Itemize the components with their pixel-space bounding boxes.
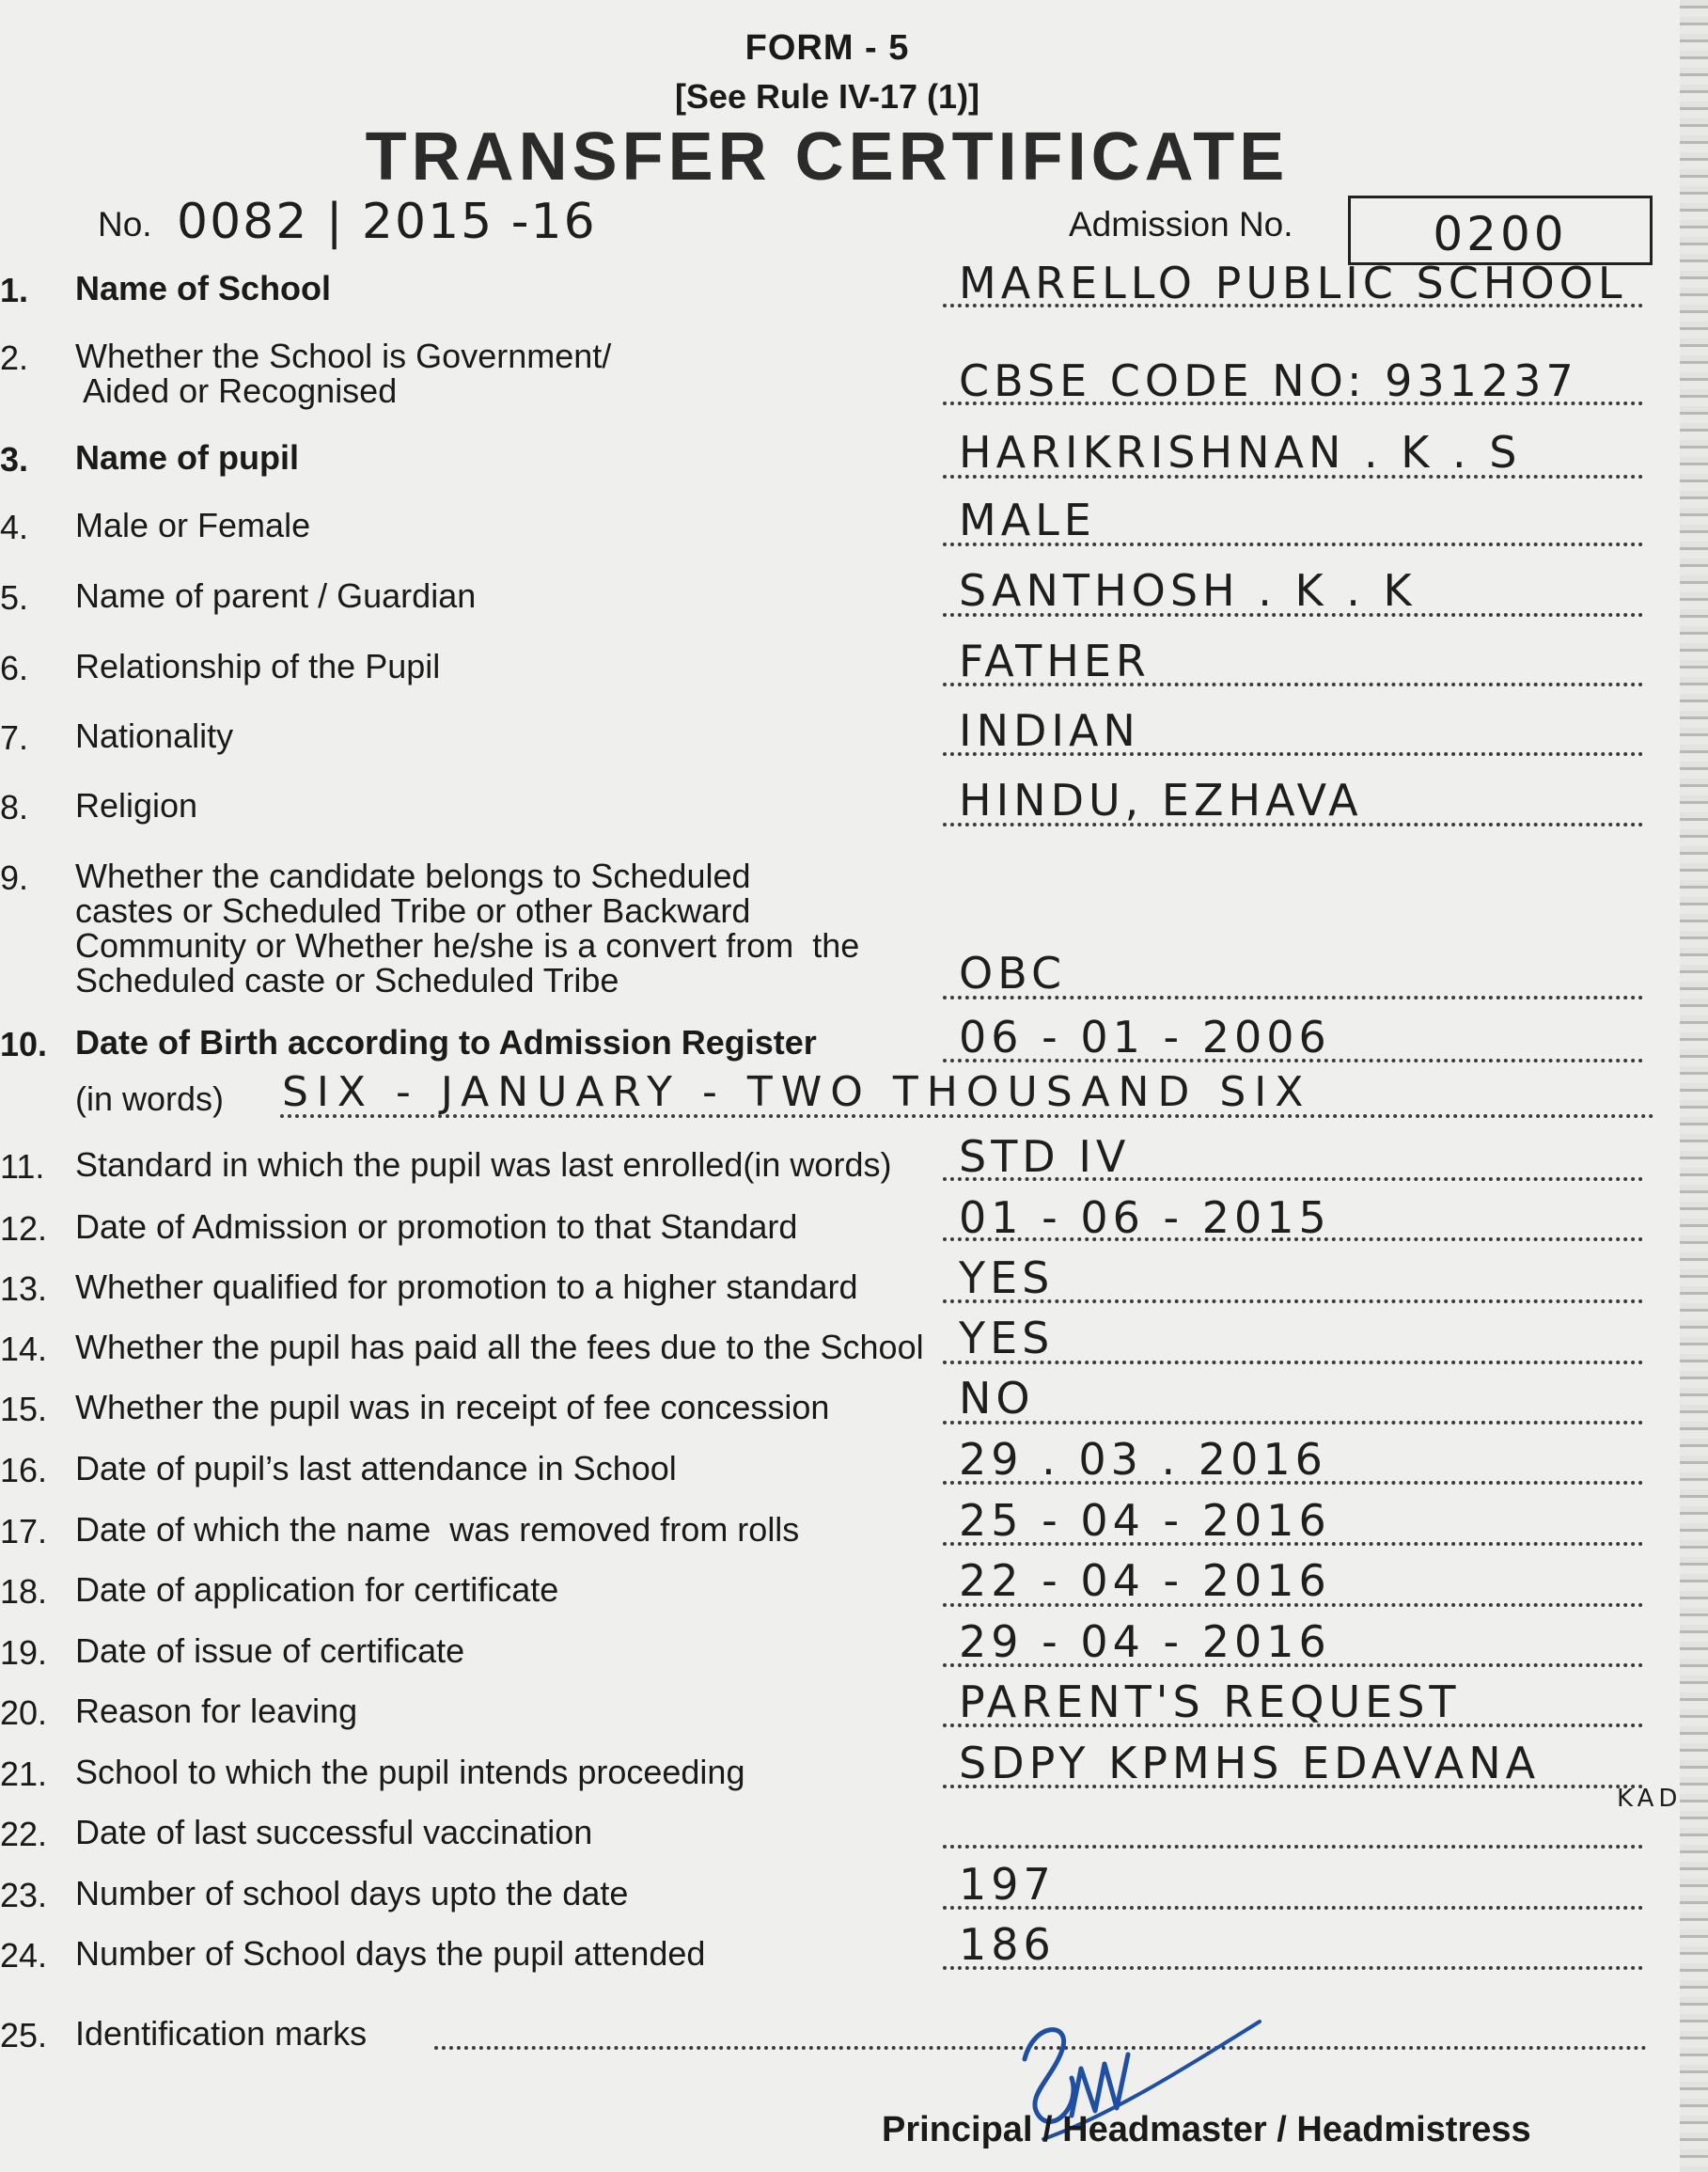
field-number: 4. [0, 508, 29, 546]
field-label: Name of parent / Guardian [75, 576, 477, 615]
field-number: 14. [0, 1330, 48, 1368]
field-value: HINDU, EZHAVA [959, 775, 1363, 826]
field-label: Whether the School is Government/ Aided or Recognised [75, 337, 612, 410]
field-value: FATHER [959, 636, 1151, 686]
field-label: Religion [75, 786, 198, 825]
field-number: 22. [0, 1815, 48, 1853]
field-21-suffix: KAD [1617, 1785, 1683, 1813]
field-label: Date of which the name was removed from rolls [75, 1510, 800, 1549]
certificate-no-label: No. [98, 205, 152, 244]
field-value: 25 - 04 - 2016 [959, 1495, 1331, 1546]
field-value: STD IV [959, 1131, 1131, 1182]
field-number: 13. [0, 1269, 48, 1308]
field-label: Date of pupil’s last attendance in School [75, 1449, 677, 1487]
paper-edge [1680, 0, 1708, 2172]
field-number: 8. [0, 788, 29, 826]
field-number: 9. [0, 858, 29, 897]
field-number: 25. [0, 2016, 48, 2054]
field-number: 11. [0, 1147, 45, 1186]
field-value: 06 - 01 - 2006 [959, 1012, 1331, 1062]
admission-no-box: 0200 [1348, 196, 1653, 265]
form-number: FORM - 5 [744, 28, 910, 68]
field-label: Nationality [75, 716, 234, 755]
signatory-label: Principal / Headmaster / Headmistress [882, 2110, 1531, 2149]
field-value: INDIAN [959, 705, 1140, 756]
field-label: Number of School days the pupil attended [75, 1934, 706, 1973]
field-number: 7. [0, 718, 29, 757]
field-label: Date of last successful vaccination [75, 1813, 593, 1851]
field-value: SDPY KPMHS EDAVANA [959, 1738, 1541, 1788]
field-value: MALE [959, 495, 1096, 545]
page-title: TRANSFER CERTIFICATE [365, 119, 1290, 195]
field-value: 29 - 04 - 2016 [959, 1616, 1331, 1667]
field-number: 17. [0, 1512, 48, 1550]
field-value: 22 - 04 - 2016 [959, 1555, 1331, 1606]
field-label: School to which the pupil intends proceeding [75, 1753, 745, 1791]
certificate-no-value: 0082 | 2015 -16 [177, 194, 597, 250]
field-value: 186 [959, 1919, 1056, 1970]
field-value: HARIKRISHNAN . K . S [959, 427, 1522, 478]
field-number: 24. [0, 1936, 48, 1975]
field-label: Number of school days upto the date [75, 1874, 629, 1912]
field-label: Whether qualified for promotion to a higher standard [75, 1267, 858, 1306]
field-number: 5. [0, 578, 29, 617]
field-label: Date of application for certificate [75, 1570, 559, 1609]
field-label: Reason for leaving [75, 1692, 358, 1730]
field-value: SANTHOSH . K . K [959, 565, 1417, 616]
field-value: YES [959, 1313, 1055, 1363]
field-label: Identification marks [75, 2014, 368, 2053]
field-number: 23. [0, 1876, 48, 1914]
field-label: Male or Female [75, 506, 311, 544]
field-label: Standard in which the pupil was last enrolled(in words) [75, 1145, 892, 1184]
field-value: PARENT'S REQUEST [959, 1676, 1461, 1727]
field-number: 10. [0, 1025, 48, 1063]
field-value: OBC [959, 948, 1067, 999]
field-value: CBSE CODE NO: 931237 [959, 355, 1578, 406]
field-value: 29 . 03 . 2016 [959, 1434, 1327, 1485]
field-label: Date of Birth according to Admission Register [75, 1023, 817, 1062]
field-number: 6. [0, 649, 29, 687]
field-value: MARELLO PUBLIC SCHOOL [959, 258, 1627, 308]
admission-no-label: Admission No. [1069, 205, 1293, 244]
field-number: 3. [0, 440, 29, 479]
field-label: Whether the pupil has paid all the fees due to the School [75, 1328, 924, 1366]
field-value: NO [959, 1373, 1035, 1424]
dob-words-label: (in words) [75, 1079, 225, 1118]
field-value: 197 [959, 1859, 1056, 1910]
field-label: Whether the pupil was in receipt of fee concession [75, 1388, 830, 1426]
dob-words-value: SIX - JANUARY - TWO THOUSAND SIX [282, 1068, 1312, 1116]
field-dotted-line [943, 1845, 1643, 1849]
field-value: 01 - 06 - 2015 [959, 1192, 1331, 1243]
field-label: Date of Admission or promotion to that Standard [75, 1207, 798, 1246]
field-number: 15. [0, 1390, 48, 1428]
field-label: Name of pupil [75, 438, 300, 477]
field-number: 21. [0, 1755, 48, 1793]
rule-reference: [See Rule IV-17 (1)] [674, 77, 980, 116]
field-label: Date of issue of certificate [75, 1631, 465, 1670]
field-number: 12. [0, 1209, 48, 1248]
field-label: Whether the candidate belongs to Scheduled castes or Scheduled Tribe or other Backward Community or Whether he/she is a convert from the Scheduled caste or Scheduled Tribe [75, 857, 860, 999]
field-number: 16. [0, 1451, 48, 1489]
field-number: 1. [0, 271, 29, 309]
field-label: Name of School [75, 269, 332, 307]
field-number: 18. [0, 1572, 48, 1611]
field-value: YES [959, 1252, 1055, 1303]
field-label: Relationship of the Pupil [75, 647, 441, 685]
field-number: 19. [0, 1633, 48, 1672]
field-number: 2. [0, 338, 29, 377]
field-number: 20. [0, 1693, 48, 1732]
